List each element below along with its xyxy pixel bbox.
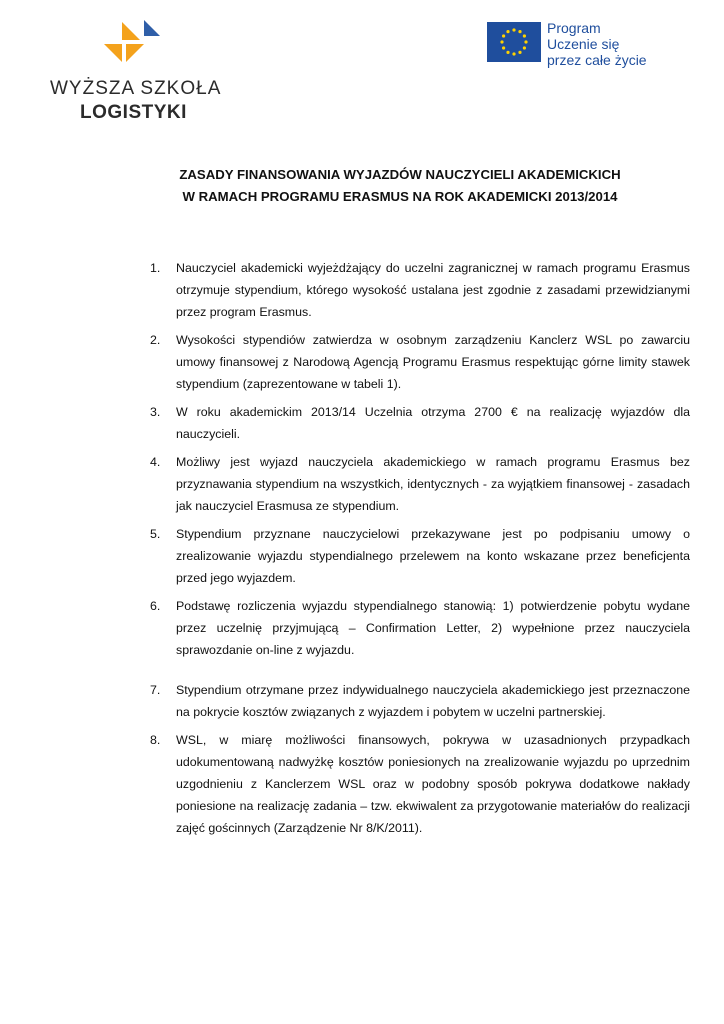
list-item [150, 451, 690, 517]
rules-list [150, 257, 690, 845]
item-text: W roku akademickim 2013/14 Uczelnia otrzyma 2700 € na realizację wyjazdów dla nauczycieli. [176, 405, 690, 441]
program-logo [487, 20, 687, 70]
eu-flag-icon [487, 22, 541, 62]
item-text: Podstawę rozliczenia wyjazdu stypendialnego stanowią: 1) potwierdzenie pobytu wydane przez uczelnię przyjmującą – Confirmation Letter, 2) wypełnione przez nauczyciela sprawozdanie on-line z wyjazdu. [176, 599, 690, 657]
school-name-line1: WYŻSZA SZKOŁA [50, 78, 222, 99]
list-item [150, 595, 690, 661]
item-text: Możliwy jest wyjazd nauczyciela akademickiego w ramach programu Erasmus bez przyznawania stypendium na wszystkich, identycznych - za wyjątkiem finansowej - zasadach jak nauczyciel Erasmusa ze stypendium. [176, 455, 690, 513]
program-name-line: Uczenie się [547, 36, 620, 52]
item-text: Wysokości stypendiów zatwierdza w osobnym zarządzeniu Kanclerz WSL po zawarciu umowy finansowej z Narodową Agencją Programu Erasmus respektując górne limity stawek stypendium (zaprezentowane w tabeli 1). [176, 333, 690, 391]
program-name-line: przez całe życie [547, 52, 647, 68]
item-number: 3. [150, 405, 161, 419]
document-title [90, 164, 710, 208]
list-item [150, 329, 690, 395]
school-logo [50, 18, 220, 128]
school-name-line2: LOGISTYKI [80, 102, 187, 123]
school-logo-mark-icon [100, 18, 170, 73]
item-number: 5. [150, 527, 161, 541]
list-item [150, 729, 690, 839]
item-text: WSL, w miarę możliwości finansowych, pokrywa w uzasadnionych przypadkach udokumentowaną nadwyżkę kosztów poniesionych na zrealizowanie wyjazdu po uprzednim uzgodnieniu z Kanclerzem WSL oraz w podobny sposób pokrywa dodatkowe nakłady poniesione na realizację zadania – tzw. ekwiwalent za przygotowanie materiałów do realizacji zajęć gościnnych (Zarządzenie Nr 8/K/2011). [176, 733, 690, 835]
list-item [150, 679, 690, 723]
item-text: Stypendium przyznane nauczycielowi przekazywane jest po podpisaniu umowy o zrealizowanie wyjazdu stypendialnego przelewem na konto wskazane przez beneficjenta przed jego wyjazdem. [176, 527, 690, 585]
item-number: 1. [150, 261, 161, 275]
item-number: 4. [150, 455, 161, 469]
item-text: Nauczyciel akademicki wyjeżdżający do uczelni zagranicznej w ramach programu Erasmus otrzymuje stypendium, którego wysokość ustalana jest zgodnie z zasadami przewidzianymi przez program Erasmus. [176, 261, 690, 319]
item-number: 7. [150, 683, 161, 697]
item-number: 2. [150, 333, 161, 347]
item-number: 8. [150, 733, 161, 747]
list-item [150, 523, 690, 589]
item-text: Stypendium otrzymane przez indywidualnego nauczyciela akademickiego jest przeznaczone na pokrycie kosztów związanych z wyjazdem i pobytem w uczelni partnerskiej. [176, 683, 690, 719]
list-item [150, 401, 690, 445]
program-name [547, 20, 647, 68]
program-name-line: Program [547, 20, 601, 36]
title-line2: W RAMACH PROGRAMU ERASMUS NA ROK AKADEMICKI 2013/2014 [182, 189, 618, 204]
list-item [150, 257, 690, 323]
title-line1: ZASADY FINANSOWANIA WYJAZDÓW NAUCZYCIELI AKADEMICKICH [179, 167, 621, 182]
item-number: 6. [150, 599, 161, 613]
